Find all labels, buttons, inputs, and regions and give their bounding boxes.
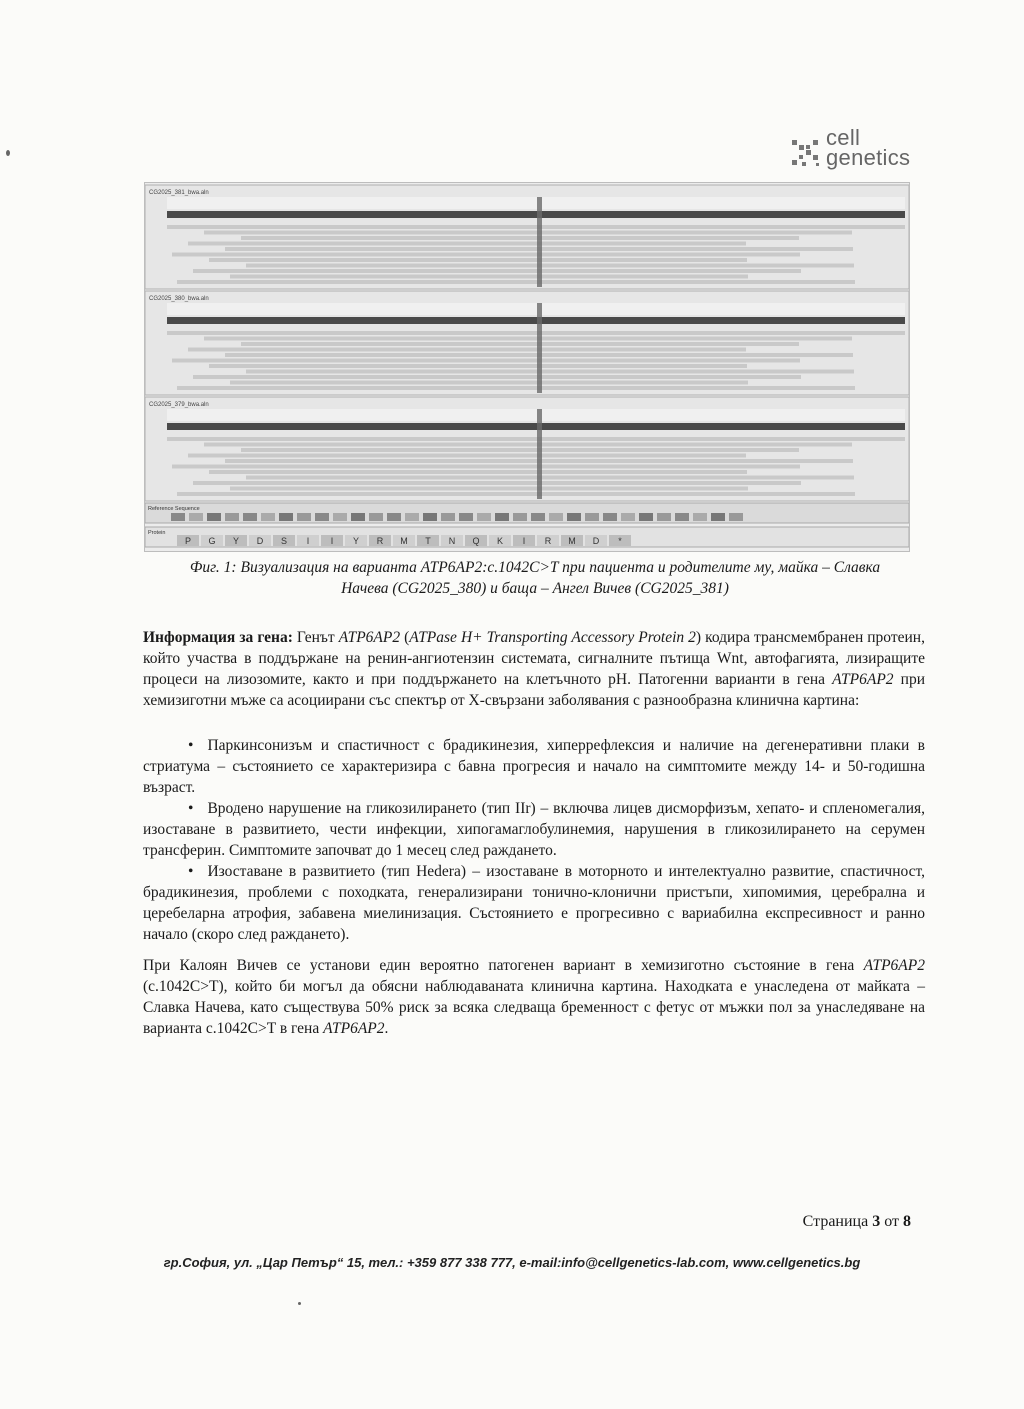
amino-acid-letter: S — [280, 536, 288, 546]
read-row — [209, 258, 747, 262]
read-row — [193, 269, 801, 273]
page-total: 8 — [903, 1213, 911, 1230]
gene-symbol: ATP6AP2 — [323, 1020, 385, 1037]
codon-block — [549, 513, 563, 521]
amino-acid-letter: R — [376, 536, 384, 546]
text-span: ) кодира трансмембранен протеин, който участва в поддържане на ренин-ангиотензин системата, сигналните пътища Wnt, автофагията, лизиращите процеси на лизозомите, както и при поддържането на клетъчното pH. Патогенни варианти в гена — [143, 629, 925, 688]
page-current: 3 — [872, 1213, 881, 1230]
phenotype-list — [143, 735, 925, 945]
text-span: Генът — [292, 629, 339, 646]
gene-info-label: Информация за гена: — [143, 629, 293, 646]
codon-block — [477, 513, 491, 521]
codon-block — [459, 513, 473, 521]
amino-acid-letter: R — [544, 536, 552, 546]
scan-speck — [298, 1302, 301, 1305]
conclusion-paragraph — [143, 955, 925, 1039]
read-row — [241, 448, 799, 452]
page-middle: от — [880, 1213, 903, 1230]
variant-column — [537, 409, 542, 499]
text-span: при хемизиготни мъже са асоциирани със спектър от X-свързани заболявания с разнообразна клинична картина: — [143, 671, 925, 709]
codon-block — [387, 513, 401, 521]
amino-acid-letter: Y — [352, 536, 360, 546]
read-row — [188, 242, 746, 246]
read-row — [177, 492, 855, 496]
amino-acid-letter: I — [330, 536, 334, 546]
codon-block — [171, 513, 185, 521]
amino-acid-letter: M — [400, 536, 408, 546]
igv-panel-label: CG2025_381_bwa.aln — [149, 190, 209, 196]
gene-symbol: ATP6AP2 — [338, 629, 401, 646]
sequence-bar — [167, 211, 905, 218]
logo-line-1: cell — [826, 125, 861, 150]
amino-acid-letter: N — [448, 536, 456, 546]
read-row — [246, 370, 854, 374]
codon-block — [495, 513, 509, 521]
read-row — [204, 337, 852, 341]
read-row — [241, 342, 799, 346]
codon-block — [621, 513, 635, 521]
list-item: • Паркинсонизъм и спастичност с брадикинезия, хиперрефлексия и наличие на дегенеративни плаки в стриатума – състоянието се характеризира с бавна прогресия и начало на симптомите между 14- и 50-годишна възраст. — [143, 735, 925, 798]
read-row — [167, 331, 905, 335]
reference-track-label: Reference Sequence — [148, 506, 200, 512]
text-span: ( — [400, 629, 410, 646]
codon-block — [603, 513, 617, 521]
read-row — [167, 225, 905, 229]
codon-block — [225, 513, 239, 521]
codon-block — [711, 513, 725, 521]
read-row — [230, 275, 748, 279]
read-row — [246, 476, 854, 480]
list-item: • Изоставане в развитието (тип Hedera) – изоставане в моторното и интелектуално развитие, спастичност, брадикинезия, проблеми с походката, генерализирани тонично-клонични пристъпи, хипомимия, церебрална и церебеларна атрофия, забавена миелинизация. Състоянието е прогресивно с вариабилна експресивност и ранно начало (скоро след раждането). — [143, 861, 925, 945]
read-row — [172, 465, 800, 469]
read-row — [241, 236, 799, 240]
codon-block — [405, 513, 419, 521]
amino-acid-letter: K — [496, 536, 504, 546]
read-row — [230, 381, 748, 385]
coverage-track — [167, 409, 905, 421]
codon-block — [243, 513, 257, 521]
sequence-bar — [167, 423, 905, 430]
amino-acid-letter: D — [256, 536, 264, 546]
page-number — [803, 1213, 911, 1231]
amino-acid-letter: Q — [472, 536, 480, 546]
amino-acid-letter: Y — [232, 536, 240, 546]
read-row — [230, 487, 748, 491]
amino-acid-letter: T — [425, 536, 431, 546]
read-row — [167, 437, 905, 441]
scan-speck — [6, 150, 10, 156]
read-row — [177, 386, 855, 390]
amino-acid-letter: M — [568, 536, 576, 546]
read-row — [177, 280, 855, 284]
text-span: При Калоян Вичев се установи един вероятно патогенен вариант в хемизиготно състояние в гена — [143, 957, 864, 974]
amino-acid-letter: I — [522, 536, 526, 546]
codon-block — [693, 513, 707, 521]
logo-line-2: genetics — [826, 145, 911, 170]
sequence-bar — [167, 317, 905, 324]
codon-block — [369, 513, 383, 521]
codon-block — [567, 513, 581, 521]
codon-block — [207, 513, 221, 521]
codon-block — [297, 513, 311, 521]
igv-panel-label: CG2025_379_bwa.aln — [149, 402, 209, 408]
codon-block — [531, 513, 545, 521]
read-row — [188, 454, 746, 458]
codon-block — [729, 513, 743, 521]
codon-block — [657, 513, 671, 521]
read-row — [246, 264, 854, 268]
codon-block — [513, 513, 527, 521]
codon-block — [351, 513, 365, 521]
text-span: . — [384, 1020, 389, 1037]
text-span: (c.1042C>T), който би могъл да обясни наблюдаваната клинична картина. Находката е унаследена от майката – Славка Начева, като съществува 50% риск за всяка следваща бременност с фетус от мъжки пол за унаследяване на варианта c.1042C>T в гена — [143, 978, 925, 1037]
read-row — [204, 231, 852, 235]
caption-line-1: Фиг. 1: Визуализация на варианта ATP6AP2:c.1042C>T при пациента и родителите му, майка – Славка — [189, 559, 881, 576]
gene-symbol: ATP6AP2 — [832, 671, 894, 688]
igv-figure — [144, 182, 910, 552]
coverage-track — [167, 197, 905, 209]
read-row — [204, 443, 852, 447]
amino-acid-letter: P — [184, 536, 192, 546]
gene-info-paragraph — [143, 627, 925, 711]
igv-alignment-view — [145, 183, 909, 551]
read-row — [193, 481, 801, 485]
amino-acid-letter: * — [618, 536, 622, 546]
company-logo — [790, 125, 920, 178]
variant-column — [537, 303, 542, 393]
gene-fullname: ATPase H+ Transporting Accessory Protein 2 — [409, 629, 696, 646]
read-row — [172, 253, 800, 257]
dna-cross-icon — [790, 136, 824, 170]
codon-block — [639, 513, 653, 521]
read-row — [209, 364, 747, 368]
amino-acid-letter: D — [592, 536, 600, 546]
amino-acid-letter: I — [306, 536, 310, 546]
read-row — [188, 348, 746, 352]
variant-column — [537, 197, 542, 287]
codon-block — [423, 513, 437, 521]
footer-contact: гр.София, ул. „Цар Петър“ 15, тел.: +359 877 338 777, e-mail:info@cellgenetics-lab.com, www.cellgenetics.bg — [163, 1255, 861, 1270]
coverage-track — [167, 303, 905, 315]
protein-track-label: Protein — [148, 530, 166, 536]
codon-block — [333, 513, 347, 521]
gene-symbol: ATP6AP2 — [863, 957, 925, 974]
codon-block — [585, 513, 599, 521]
read-row — [172, 359, 800, 363]
codon-block — [675, 513, 689, 521]
figure-caption — [150, 557, 920, 599]
codon-block — [315, 513, 329, 521]
codon-block — [189, 513, 203, 521]
igv-panel-label: CG2025_380_bwa.aln — [149, 296, 209, 302]
list-item: • Вродено нарушение на гликозилирането (тип IIr) – включва лицев дисморфизъм, хепато- и спленомегалия, изоставане в развитието, чести инфекции, хипогамаглобулинемия, нарушения в гликозилирането на серумен трансферин. Симптомите започват до 1 месец след раждането. — [143, 798, 925, 861]
page-prefix: Страница — [802, 1213, 873, 1230]
read-row — [193, 375, 801, 379]
read-row — [209, 470, 747, 474]
codon-block — [261, 513, 275, 521]
amino-acid-letter: G — [208, 536, 216, 546]
caption-line-2: Начева (CG2025_380) и баща – Ангел Вичев (CG2025_381) — [341, 580, 729, 597]
codon-block — [441, 513, 455, 521]
codon-block — [279, 513, 293, 521]
